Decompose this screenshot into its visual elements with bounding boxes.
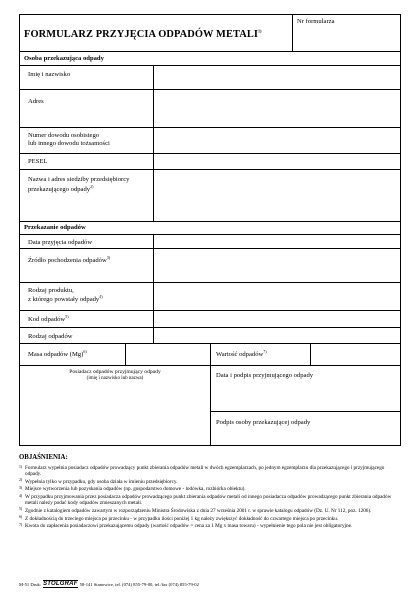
note-6: 6) Z dokładnością do trzeciego miejsca po przecinku - w przypadku ilości poniżej 1 kg należy zwiększyć dokładność do czwartego miejsca po przecinku.: [19, 515, 339, 522]
note-5: 5) Zgodnie z katalogiem odpadów zawartym w rozporządzeniu Ministra Środowiska z dnia 27 września 2001 r. w sprawie katalogu odpadów (Dz. U. Nr 112, poz. 1206).: [19, 507, 372, 514]
field-company[interactable]: [154, 170, 400, 221]
field-address[interactable]: [154, 90, 400, 127]
explanations-header: OBJAŚNIENIA:: [19, 454, 68, 461]
field-name[interactable]: [154, 66, 400, 89]
form-number-field[interactable]: [293, 26, 401, 50]
form-frame: [19, 14, 401, 446]
printer-logo: STOLGRAF: [43, 581, 78, 587]
field-date[interactable]: [154, 235, 400, 248]
receiver-label: Posiadacz odpadów przyjmujący odpady (imię i nazwisko lub nazwa): [69, 369, 161, 381]
label-product: Rodzaj produktu, z którego powstały odpady$^{4)}$: [28, 287, 103, 303]
explanations: [19, 454, 401, 531]
label-waste-type: Rodzaj odpadów: [28, 333, 73, 340]
label-address: Adres: [28, 98, 44, 105]
label-name: Imię i nazwisko: [28, 71, 71, 78]
field-mass[interactable]: [126, 344, 210, 365]
note-2: 2) Wypełnia tylko w przypadku, gdy osoba działa w imieniu przedsiębiorcy.: [19, 478, 178, 485]
field-receiver-date-sign[interactable]: [211, 381, 400, 411]
note-7: 7) Kwota do zapłacenia posiadaczowi przekazującemu odpady (wartość odpadów = cena za 1 Mg x masa towaru) - wypełnienie tego pola nie jest obligatoryjne.: [19, 522, 353, 530]
form-title: FORMULARZ PRZYJĘCIA ODPADÓW METALI$^{1)}$: [24, 28, 262, 40]
field-value[interactable]: [311, 344, 400, 365]
section-header-giver: Osoba przekazująca odpady: [24, 55, 104, 62]
note-4: 4) W przypadku przyjmowania przez posiadacza odpadów prowadzącego punkt zbierania odpadów metali od innego posiadacza odpadów prowadzącego punkt zbierania odpadów metali należy podać kody odpadów zmieszanych metali.: [19, 493, 392, 507]
footer-address: 58-141 Stanowice, tel. (074) 855-79-00, tel./fax (074) 855-79-02: [79, 581, 199, 587]
section-header-transfer: Przekazanie odpadów: [24, 224, 86, 231]
note-3: 3) Miejsce wytworzenia lub pozyskania odpadów (np. gospodarstwo domowe - lodówka, rozbiórka obiektu).: [19, 485, 246, 493]
label-mass: Masa odpadów $(Mg)^{6)}$: [28, 348, 87, 358]
label-code: Kod odpadów$^{5)}$: [28, 313, 69, 323]
label-source: Źródło pochodzenia odpadów$^{3)}$: [28, 254, 111, 264]
receiver-field[interactable]: [20, 384, 210, 446]
label-id-document: Numer dowodu osobistego lub innego dowodu tożsamości: [28, 132, 110, 147]
field-waste-type[interactable]: [154, 328, 400, 343]
field-source[interactable]: [154, 249, 400, 282]
label-receiver-date-sign: Data i podpis przyjmującego odpady: [216, 372, 314, 379]
label-date: Data przyjęcia odpadów: [28, 239, 93, 246]
footer-code: M-51 Druk:: [19, 581, 42, 587]
field-id-document[interactable]: [154, 128, 400, 153]
label-value: Wartość odpadów$^{7)}$: [216, 348, 267, 358]
label-pesel: PESEL: [28, 158, 48, 165]
form-number-label: Nr formularza: [297, 18, 335, 25]
field-code[interactable]: [154, 311, 400, 327]
field-product[interactable]: [154, 283, 400, 310]
label-giver-sign: Podpis osoby przekazującej odpady: [216, 419, 311, 426]
field-giver-sign[interactable]: [211, 428, 400, 446]
label-company: Nazwa i adres siedziby przedsiębiorcy przekazującego odpady$^{2)}$: [28, 176, 130, 193]
note-1: 1) Formularz wypełnia posiadacz odpadów prowadzący punkt zbierania odpadów metali w dwóch egzemplarzach, po jednym egzemplarzu dla przekazującego i przyjmującego odpady.: [19, 464, 385, 478]
field-pesel[interactable]: [154, 154, 400, 169]
print-footer: [19, 580, 401, 588]
